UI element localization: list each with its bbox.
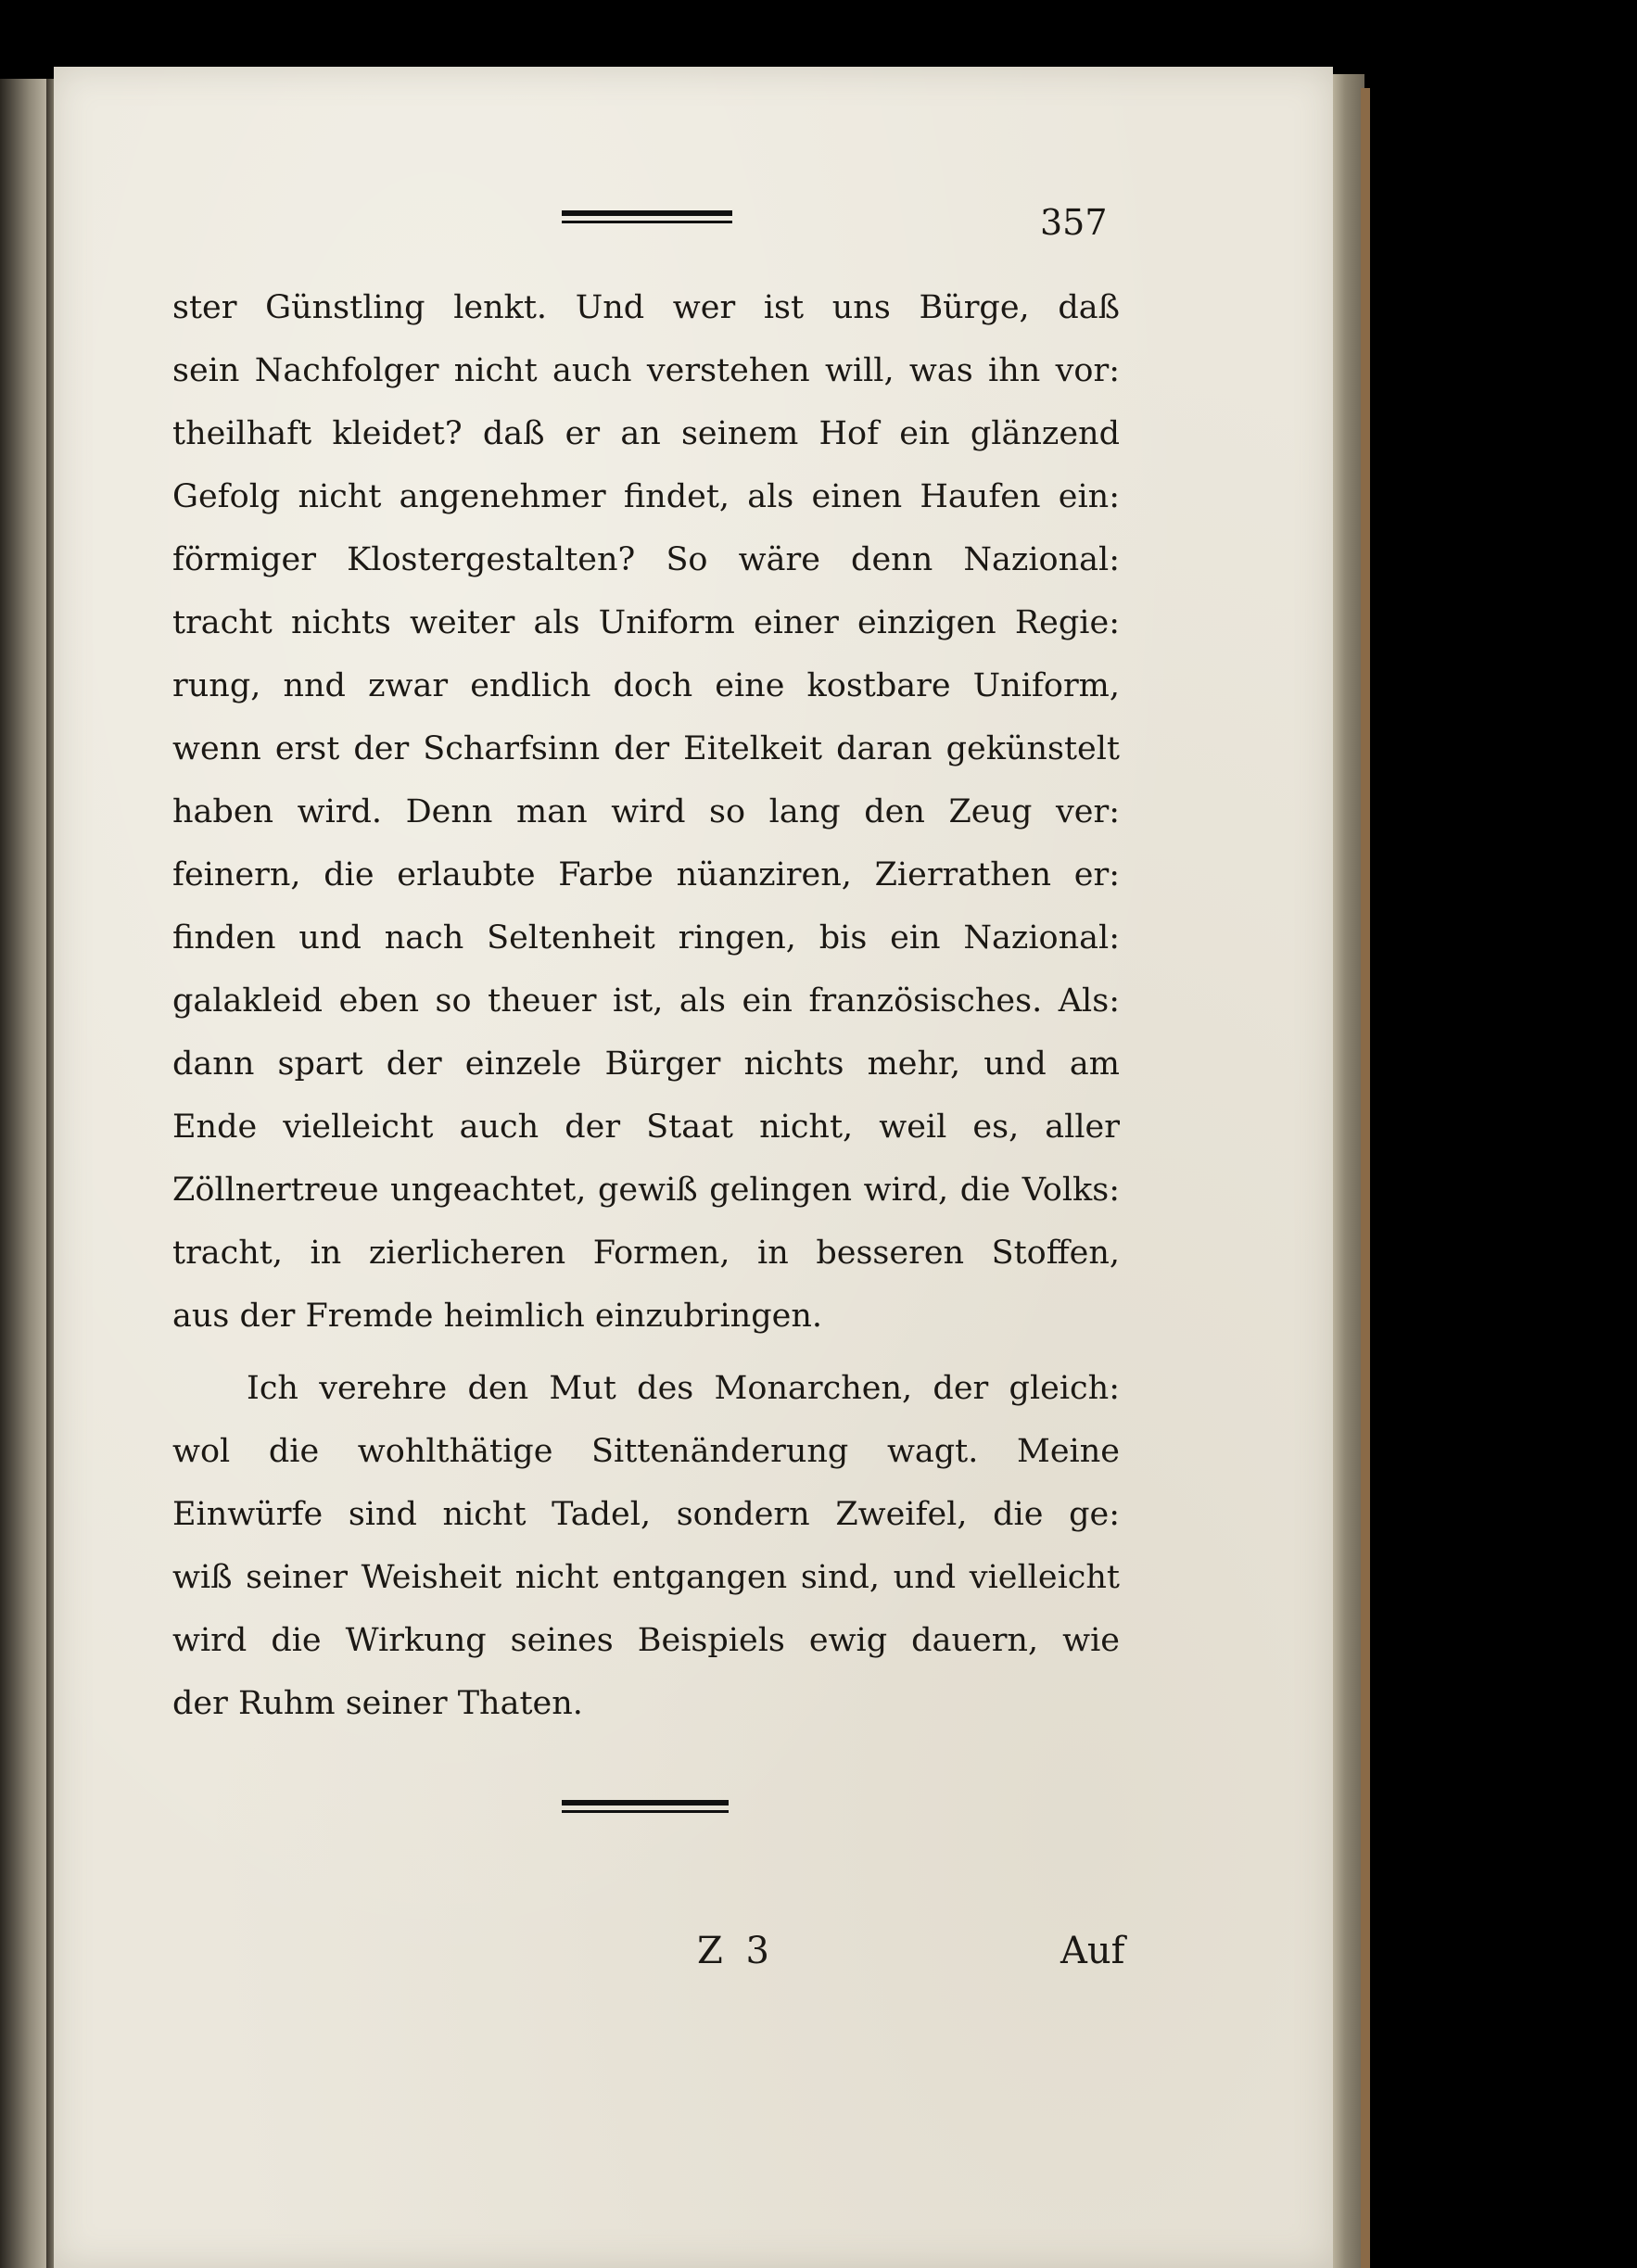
signature-mark: Z 3	[697, 1930, 775, 1972]
text-line: förmiger Klostergestalten? So wäre denn Nazional:	[172, 541, 1120, 578]
text-line: Gefolg nicht angenehmer findet, als einen Haufen ein:	[172, 478, 1120, 515]
text-line: theilhaft kleidet? daß er an seinem Hof ein glänzend	[172, 415, 1120, 452]
text-line: sein Nachfolger nicht auch verstehen will, was ihn vor:	[172, 352, 1120, 389]
paragraph-gap	[172, 1348, 1120, 1357]
text-line: feinern, die erlaubte Farbe nüanziren, Zierrathen er:	[172, 856, 1120, 893]
text-line: wird die Wirkung seines Beispiels ewig dauern, wie	[172, 1622, 1120, 1659]
text-line: haben wird. Denn man wird so lang den Zeug ver:	[172, 793, 1120, 830]
text-line: der Ruhm seiner Thaten.	[172, 1685, 583, 1722]
body-text	[172, 276, 1120, 1735]
text-line: ster Günstling lenkt. Und wer ist uns Bürge, daß	[172, 289, 1120, 326]
text-line: tracht, in zierlicheren Formen, in besseren Stoffen,	[172, 1235, 1120, 1272]
head-rule-top	[562, 210, 732, 216]
end-rule-bottom	[562, 1810, 729, 1813]
text-line: Zöllnertreue ungeachtet, gewiß gelingen wird, die Volks:	[172, 1172, 1120, 1209]
catchword: Auf	[1060, 1930, 1125, 1972]
text-line: finden und nach Seltenheit ringen, bis ein Nazional:	[172, 919, 1120, 957]
text-line: Einwürfe sind nicht Tadel, sondern Zweifel, die ge:	[172, 1496, 1120, 1533]
text-line: dann spart der einzele Bürger nichts mehr, und am	[172, 1045, 1120, 1083]
page-number: 357	[1040, 202, 1108, 243]
page-block-edge	[1333, 74, 1364, 2268]
text-line: galakleid eben so theuer ist, als ein französisches. Als:	[172, 982, 1120, 1020]
text-line: aus der Fremde heimlich einzubringen.	[172, 1298, 823, 1335]
text-line: wenn erst der Scharfsinn der Eitelkeit daran gekünstelt	[172, 730, 1120, 767]
text-line: rung, nnd zwar endlich doch eine kostbare Uniform,	[172, 667, 1120, 704]
end-rule-top	[562, 1800, 729, 1806]
text-line: Ende vielleicht auch der Staat nicht, weil es, aller	[172, 1109, 1120, 1146]
head-rule-bottom	[562, 221, 732, 223]
cover-edge	[1361, 88, 1370, 2268]
text-line: Ich verehre den Mut des Monarchen, der gleich:	[247, 1370, 1120, 1407]
text-line: wiß seiner Weisheit nicht entgangen sind, und vielleicht	[172, 1559, 1120, 1596]
text-line: tracht nichts weiter als Uniform einer einzigen Regie:	[172, 604, 1120, 641]
text-line: wol die wohlthätige Sittenänderung wagt. Meine	[172, 1433, 1120, 1470]
